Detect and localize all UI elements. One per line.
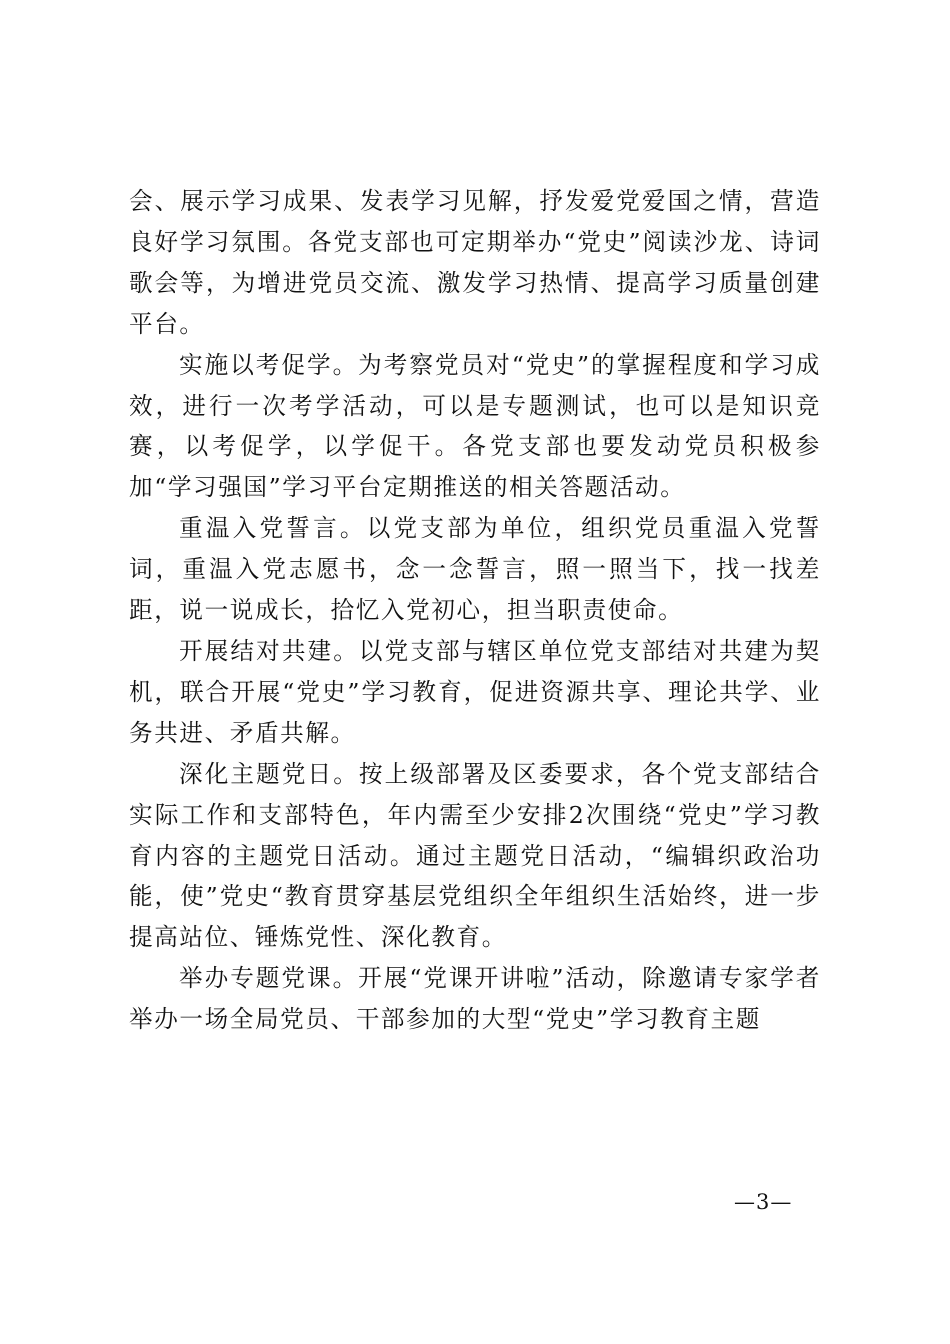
paragraph-joint-construction: 开展结对共建。以党支部与辖区单位党支部结对共建为契机，联合开展“党史”学习教育，促进资源共享、理论共学、业务共进、矛盾共解。 [129, 636, 821, 747]
paragraph-continuation: 会、展示学习成果、发表学习见解，抒发爱党爱国之情，营造良好学习氛围。各党支部也可定期举办“党史”阅读沙龙、诗词歌会等，为增进党员交流、激发学习热情、提高学习质量创建平台。 [129, 187, 821, 338]
paragraph-oath: 重温入党誓言。以党支部为单位，组织党员重温入党誓词，重温入党志愿书，念一念誓言，照一照当下，找一找差距，说一说成长，拾忆入党初心，担当职责使命。 [129, 514, 821, 625]
page-number: —3— [734, 1190, 793, 1214]
paragraph-exam-study: 实施以考促学。为考察党员对“党史”的掌握程度和学习成效，进行一次考学活动，可以是专题测试，也可以是知识竞赛，以考促学，以学促干。各党支部也要发动党员积极参加“学习强国”学习平台定期推送的相关答题活动。 [129, 350, 821, 502]
paragraph-theme-party-day: 深化主题党日。按上级部署及区委要求，各个党支部结合实际工作和支部特色，年内需至少安排2次围绕“党史”学习教育内容的主题党日活动。通过主题党日活动，“编辑织政治功能，使”党史“教育贯穿基层党组织全年组织生活始终，进一步提高站位、锤炼党性、深化教育。 [129, 759, 821, 952]
paragraph-party-lecture: 举办专题党课。开展“党课开讲啦”活动，除邀请专家学者举办一场全局党员、干部参加的大型“党史”学习教育主题 [129, 964, 821, 1034]
body-text [129, 181, 821, 1040]
